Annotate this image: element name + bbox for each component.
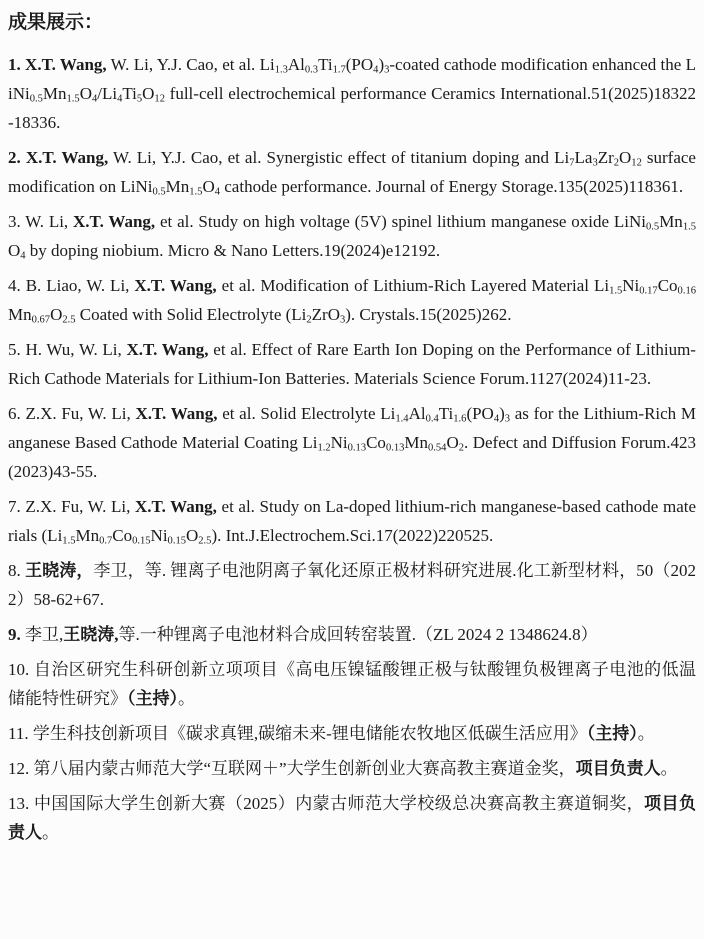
item-text-bold: X.T. Wang, [126,340,209,359]
list-item [8,754,696,783]
subscript: 0.67 [31,314,51,326]
item-text: W. Li, Y.J. Cao, et al. Synergistic effect of titanium doping and $Li_7La_3Zr_2O_{12}$ surface modification on $LiNi_{0.5}Mn_{1.5}O_4$ cathode performance. Journal of Energy Storage.135(2025)118361. [8,148,696,198]
item-text: et al. Study on La-doped lithium-rich manganese-based cathode materials $(Li_{1.5}Mn_{0.7}Co_{0.15}Ni_{0.15}O_{2.5})$. Int.J.Electrochem.Sci.17(2022)220525. [8,497,697,547]
subscript: 5 [136,93,143,105]
item-text: 8. [8,561,26,580]
subscript: 0.3 [304,64,319,76]
list-item [8,50,696,137]
list-item [8,620,696,649]
list-item [8,207,696,265]
item-text: 11. 学生科技创新项目《碳求真锂,碳缩未来-锂电储能农牧地区低碳生活应用》 [8,724,587,743]
subscript: 2.5 [198,535,212,547]
item-text: W. Li, Y.J. Cao, et al. $Li_{1.3}Al_{0.3}Ti_{1.7}(PO_4)_3$-coated cathode modification enhanced the $LiNi_{0.5}Mn_{1.5}O_4/Li_4Ti_5O_{12}$ full-cell electrochemical performance Ceramics International.51(2025)18322-18336. [8,55,696,132]
subscript: 1.5 [62,535,76,547]
item-text-bold: 王晓涛， [25,561,94,580]
subscript: 2 [306,314,312,326]
subscript: 0.4 [425,413,439,425]
item-text: et al. Study on high voltage (5V) spinel lithium manganese oxide $LiNi_{0.5}Mn_{1.5}O_4$ by doping niobium. Micro & Nano Letters.19(2024)e12192. [8,212,696,262]
subscript: 0.5 [646,221,660,233]
item-text-bold: X.T. Wang, [134,497,217,516]
subscript: 3 [504,413,511,425]
subscript: 4 [493,413,500,425]
item-text: 12. 第八届内蒙古师范大学“互联网＋”大学生创新创业大赛高教主赛道金奖， [8,759,576,778]
subscript: 0.15 [167,535,186,547]
subscript: 0.17 [639,285,658,297]
subscript: 4 [91,93,98,105]
item-text: 7. Z.X. Fu, W. Li, [8,497,135,516]
item-text: 李卫, [25,625,64,644]
item-text: 10. 自治区研究生科研创新立项项目《高电压镍锰酸锂正极与钛酸锂负极锂离子电池的低温储能特性研究》 [8,660,696,708]
subscript: 0.7 [99,535,113,547]
item-text: 3. W. Li, [8,212,74,231]
item-text-bold: 9. [8,625,25,644]
subscript: 1.5 [609,285,623,297]
item-text-bold: X.T. Wang, [135,404,218,423]
subscript: 4 [214,186,220,198]
list-item [8,556,696,614]
list-item [8,399,696,486]
item-text: et al. Modification of Lithium-Rich Layered Material $Li_{1.5}Ni_{0.17}Co_{0.16}Mn_{0.67}O_{2.5}$ Coated with Solid Electrolyte $(Li_2ZrO_3)$. Crystals.15(2025)262. [8,276,696,326]
list-item [8,719,696,748]
list-item [8,143,696,201]
subscript: 0.5 [152,186,166,198]
page-title: 成果展示： [8,12,104,33]
subscript: 0.5 [29,93,43,105]
subscript: 4 [20,250,26,262]
subscript: 0.13 [347,442,367,454]
subscript: 2 [613,157,620,169]
subscript: 1.2 [317,442,331,454]
subscript: 4 [117,93,123,105]
item-text: 。 [660,759,678,778]
subscript: 3 [384,64,390,76]
publication-list [8,50,696,847]
item-text-bold: （主持） [586,724,638,743]
item-text-bold: 项目负责人 [8,794,697,842]
subscript: 1.4 [395,413,409,425]
subscript: 2.5 [62,314,76,326]
item-text: 李卫，等. 锂离子电池阴离子氧化还原正极材料研究进展.化工新型材料，50（2022）58-62+67. [8,561,696,609]
subscript: 3 [592,157,598,169]
item-text-bold: 2. X.T. Wang, [8,148,109,167]
list-item [8,335,696,393]
item-text-bold: 1. X.T. Wang, [8,55,107,74]
item-text-bold: （主持） [127,689,178,708]
subscript: 2 [458,442,464,454]
subscript: 1.3 [274,64,288,76]
item-text-bold: 项目负责人 [575,759,661,778]
list-item [8,655,696,713]
subscript: 4 [373,64,379,76]
subscript: 0.15 [132,535,151,547]
item-text: et al. Solid Electrolyte $Li_{1.4}Al_{0.4}Ti_{1.6}(PO_4)_3$ as for the Lithium-Rich Manganese Based Cathode Material Coating $Li_{1.2}Ni_{0.13}Co_{0.13}Mn_{0.54}O_2$. Defect and Diffusion Forum.423(2023)43-55. [8,404,696,481]
item-text: 5. H. Wu, W. Li, [8,340,127,359]
subscript: 0.16 [677,285,696,297]
list-item [8,271,696,329]
item-text: 。 [637,724,655,743]
item-text: 13. 中国国际大学生创新大赛（2025）内蒙古师范大学校级总决赛高教主赛道铜奖， [8,794,645,813]
subscript: 0.13 [385,442,405,454]
subscript: 1.5 [66,93,80,105]
subscript: 12 [154,93,165,105]
item-text: 。 [178,689,195,708]
item-text: 等.一种锂离子电池材料合成回转窑装置.（ZL 2024 2 1348624.8） [118,625,598,644]
subscript: 1.6 [453,413,467,425]
item-text: 6. Z.X. Fu, W. Li, [8,404,136,423]
subscript: 0.54 [428,442,447,454]
list-item [8,789,696,847]
item-text: et al. Effect of Rare Earth Ion Doping on the Performance of Lithium-Rich Cathode Materials for Lithium-Ion Batteries. Materials Science Forum.1127(2024)11-23. [8,340,696,388]
item-text: 4. B. Liao, W. Li, [8,276,135,295]
item-text: 。 [42,823,59,842]
subscript: 7 [569,157,575,169]
subscript: 1.7 [332,64,346,76]
subscript: 1.5 [682,221,696,233]
subscript: 3 [339,314,346,326]
item-text-bold: X.T. Wang, [134,276,217,295]
item-text-bold: 王晓涛, [63,625,119,644]
subscript: 1.5 [189,186,203,198]
subscript: 12 [631,157,642,169]
item-text-bold: X.T. Wang, [73,212,156,231]
list-item [8,492,696,550]
